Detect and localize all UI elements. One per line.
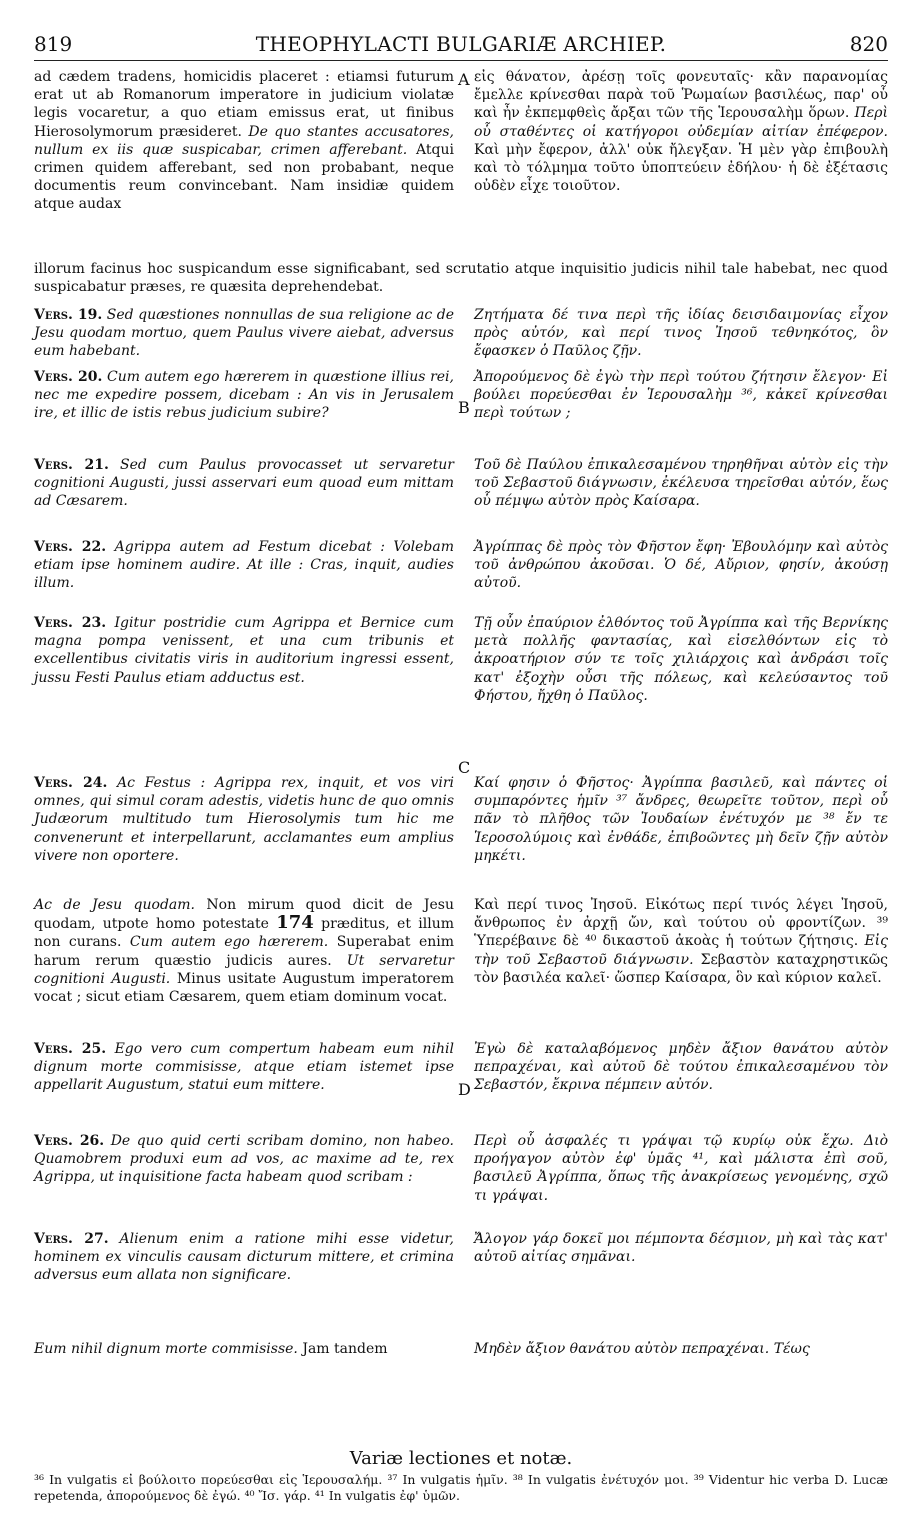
margin-marker-c: C xyxy=(458,758,471,777)
greek-verse-23: Τῇ οὖν ἐπαύριον ἐλθόντος τοῦ Ἀγρίππα καὶ τῆς Βερνίκης μετὰ πολλῆς φαντασίας, καὶ εἰσελθόντων εἰς τὸ ἀκροατήριον σύν τε τοῖς χιλιάρχοις καὶ ἀνδράσι τοῖς κατ' ἐξοχὴν οὖσι τῆς πόλεως, καὶ κελεύσαντος τοῦ Φήστου, ἤχθη ὁ Παῦλος. xyxy=(474,615,888,704)
latin-final-line: Eum nihil dignum morte commisisse. Jam tandem xyxy=(34,1341,388,1357)
greek-verse-24: Καί φησιν ὁ Φῆστος· Ἀγρίππα βασιλεῦ, καὶ πάντες οἱ συμπαρόντες ἡμῖν ³⁷ ἄνδρες, θεωρεῖτε τοῦτον, περὶ οὗ πᾶν τὸ πλῆθος τῶν Ἰουδαίων ἐνέτυχόν με ³⁸ ἔν τε Ἱεροσολύμοις καὶ ἐνθάδε, ἐπιβοῶντες μὴ δεῖν ζῇν αὐτὸν μηκέτι. xyxy=(474,775,888,864)
greek-verse-20: Ἀπορούμενος δὲ ἐγὼ τὴν περὶ τούτου ζήτησιν ἔλεγον· Εἰ βούλει πορεύεσθαι ἐν Ἱερουσαλὴμ ³⁶, κἀκεῖ κρίνεσθαι περὶ τούτων ; xyxy=(474,369,888,422)
page-number-right: 820 xyxy=(849,32,888,56)
text-columns xyxy=(34,68,888,1048)
latin-verse-24: Vers. 24. Ac Festus : Agrippa rex, inquit, et vos viri omnes, qui simul coram adestis, videtis hunc de quo omnis Judæorum multitudo tum Hierosolymis tum hic me convenerunt et interpellarunt, acclamantes eum amplius vivere non oportere. xyxy=(34,775,454,864)
greek-final-line: Μηδὲν ἄξιον θανάτου αὐτὸν πεπραχέναι. Τέως xyxy=(474,1341,810,1357)
latin-verse-22: Vers. 22. Agrippa autem ad Festum dicebat : Volebam etiam ipse hominem audire. At ille : Cras, inquit, audies illum. xyxy=(34,539,455,592)
margin-marker-a: A xyxy=(458,70,470,89)
full-width-line: illorum facinus hoc suspicandum esse significabant, sed scrutatio atque inquisitio judicis nihil tale habebat, nec quod suspicabatur præses, re quæsita deprehendebat. xyxy=(34,261,888,296)
greek-intro: εἰς θάνατον, ἀρέσῃ τοῖς φονευταῖς· κἂν παρανομίας ἔμελλε κρίνεσθαι παρὰ τοῦ Ῥωμαίων βασιλέως, παρ' οὗ καὶ ἦν ἐκπεμφθεὶς ἄρξαι τῶν τῆς Ἱερουσαλὴμ ὅρων. Περὶ οὗ σταθέντες οἱ κατήγοροι οὐδεμίαν αἰτίαν ἐπέφερον. Καὶ μὴν ἔφερον, ἀλλ' οὐκ ἤλεγξαν. Ἡ μὲν γὰρ ἐπιβουλὴ καὶ τὸ τόλμημα τοῦτο ὑποπτεύειν ἐδήλου· ἡ δὲ ἐξέτασις οὐδὲν εἶχε τοιοῦτον. xyxy=(474,69,888,195)
latin-verse-23: Vers. 23. Igitur postridie cum Agrippa et Bernice cum magna pompa venissent, et una cum tribunis et excellentibus civitatis viris in auditorium ingressi essent, jussu Festi Paulus etiam adductus est. xyxy=(34,615,454,686)
latin-intro: ad cædem tradens, homicidis placeret : etiamsi futurum erat ut ab Romanorum imperatore in judicium violatæ legis vocaretur, a quo etiam emissus erat, ut finibus Hierosolymorum præsideret. De quo stantes accusatores, nullum ex iis quæ suspicabar, crimen afferebant. Atqui crimen quidem afferebant, sed non probabant, neque documentis reum convincebant. Nam insidiæ quidem atque audax xyxy=(34,69,455,213)
running-title: THEOPHYLACTI BULGARIÆ ARCHIEP. xyxy=(255,32,667,56)
page-number-left: 819 xyxy=(34,32,73,56)
latin-verse-27: Vers. 27. Alienum enim a ratione mihi esse videtur, hominem ex vinculis causam dicturum mittere, et crimina adversus eum allata non significare. xyxy=(34,1231,455,1284)
page-header xyxy=(34,30,888,58)
latin-commentary: Ac de Jesu quodam. Non mirum quod dicit de Jesu quodam, utpote homo potestate 174 præditus, et illum non curans. Cum autem ego hærerem. Superabat enim harum rerum quæstio judicis aures. Ut servaretur cognitioni Augusti. Minus usitate Augustum imperatorem vocat ; sicut etiam Cæsarem, quem etiam dominum vocat. xyxy=(34,897,455,1006)
latin-verse-26: Vers. 26. De quo quid certi scribam domino, non habeo. Quamobrem produxi eum ad vos, ac maxime ad te, rex Agrippa, ut inquisitione facta habeam quod scribam : xyxy=(34,1133,455,1186)
greek-verse-27: Ἄλογον γάρ δοκεῖ μοι πέμποντα δέσμιον, μὴ καὶ τὰς κατ' αὐτοῦ αἰτίας σημᾶναι. xyxy=(474,1231,888,1266)
variae-lectiones-title: Variæ lectiones et notæ. xyxy=(349,1448,573,1469)
margin-marker-b: B xyxy=(458,398,470,417)
latin-verse-20: Vers. 20. Cum autem ego hærerem in quæstione illius rei, nec me expedire possem, dicebam : An vis in Jerusalem ire, et illic de istis rebus judicium subire? xyxy=(34,369,454,422)
latin-verse-25: Vers. 25. Ego vero cum compertum habeam eum nihil dignum morte commisisse, atque etiam istemet ipse appellarit Augustum, statui eum mittere. xyxy=(34,1041,455,1094)
text-columns-lower xyxy=(34,1040,888,1440)
greek-verse-26: Περὶ οὗ ἀσφαλές τι γράψαι τῷ κυρίῳ οὐκ ἔχω. Διὸ προήγαγον αὐτὸν ἐφ' ὑμᾶς ⁴¹, καὶ μάλιστα ἐπὶ σοῦ, βασιλεῦ Ἀγρίππα, ὅπως τῆς ἀνακρίσεως γενομένης, σχῶ τι γράψαι. xyxy=(474,1133,888,1204)
greek-verse-22: Ἀγρίππας δὲ πρὸς τὸν Φῆστον ἔφη· Ἐβουλόμην καὶ αὐτὸς τοῦ ἀνθρώπου ἀκοῦσαι. Ὁ δέ, Αὔριον, φησίν, ἀκούσῃ αὐτοῦ. xyxy=(474,539,888,592)
page xyxy=(34,30,888,1520)
greek-verse-19: Ζητήματα δέ τινα περὶ τῆς ἰδίας δεισιδαιμονίας εἶχον πρὸς αὐτόν, καὶ περί τινος Ἰησοῦ τεθνηκότος, ὃν ἔφασκεν ὁ Παῦλος ζῇν. xyxy=(474,307,888,360)
greek-verse-21: Τοῦ δὲ Παύλου ἐπικαλεσαμένου τηρηθῆναι αὐτὸν εἰς τὴν τοῦ Σεβαστοῦ διάγνωσιν, ἐκέλευσα τηρεῖσθαι αὐτόν, ἕως οὗ πέμψω αὐτὸν πρὸς Καίσαρα. xyxy=(474,457,888,510)
latin-verse-19: Vers. 19. Sed quæstiones nonnullas de sua religione ac de Jesu quodam mortuo, quem Paulus vivere aiebat, adversus eum habebant. xyxy=(34,307,455,360)
greek-commentary: Καὶ περί τινος Ἰησοῦ. Εἰκότως περί τινός λέγει Ἰησοῦ, ἄνθρωπος ἐν ἀρχῇ ὤν, καὶ τούτου οὐ φροντίζων. ³⁹ Ὑπερέβαινε δὲ ⁴⁰ δικαστοῦ ἀκοὰς ἡ τούτων ζήτησις. Εἰς τὴν τοῦ Σεβαστοῦ διάγνωσιν. Σεβαστὸν καταχρηστικῶς τὸν βασιλέα καλεῖ· ὥσπερ Καίσαρα, ὃν καὶ κύριον καλεῖ. xyxy=(474,897,889,986)
header-rule xyxy=(34,60,888,61)
greek-verse-25: Ἐγὼ δὲ καταλαβόμενος μηδὲν ἄξιον θανάτου αὐτὸν πεπραχέναι, καὶ αὐτοῦ δὲ τούτου ἐπικαλεσαμένου τὸν Σεβαστόν, ἔκρινα πέμπειν αὐτόν. xyxy=(474,1041,888,1094)
footnotes: ³⁶ In vulgatis εἰ βούλοιτο πορεύεσθαι εἰς Ἱερουσαλήμ. ³⁷ In vulgatis ἡμῖν. ³⁸ In vulgatis ἐνέτυχόν μοι. ³⁹ Videntur hic verba D. Lucæ repetenda, ἀπορούμενος δὲ ἐγώ. ⁴⁰ Ἴσ. γάρ. ⁴¹ In vulgatis ἐφ' ὑμῶν. xyxy=(34,1472,888,1503)
margin-marker-d: D xyxy=(458,1080,471,1099)
latin-verse-21: Vers. 21. Sed cum Paulus provocasset ut servaretur cognitioni Augusti, jussi asservari eum quoad eum mittam ad Cæsarem. xyxy=(34,457,455,510)
column-number: 174 xyxy=(276,912,314,934)
